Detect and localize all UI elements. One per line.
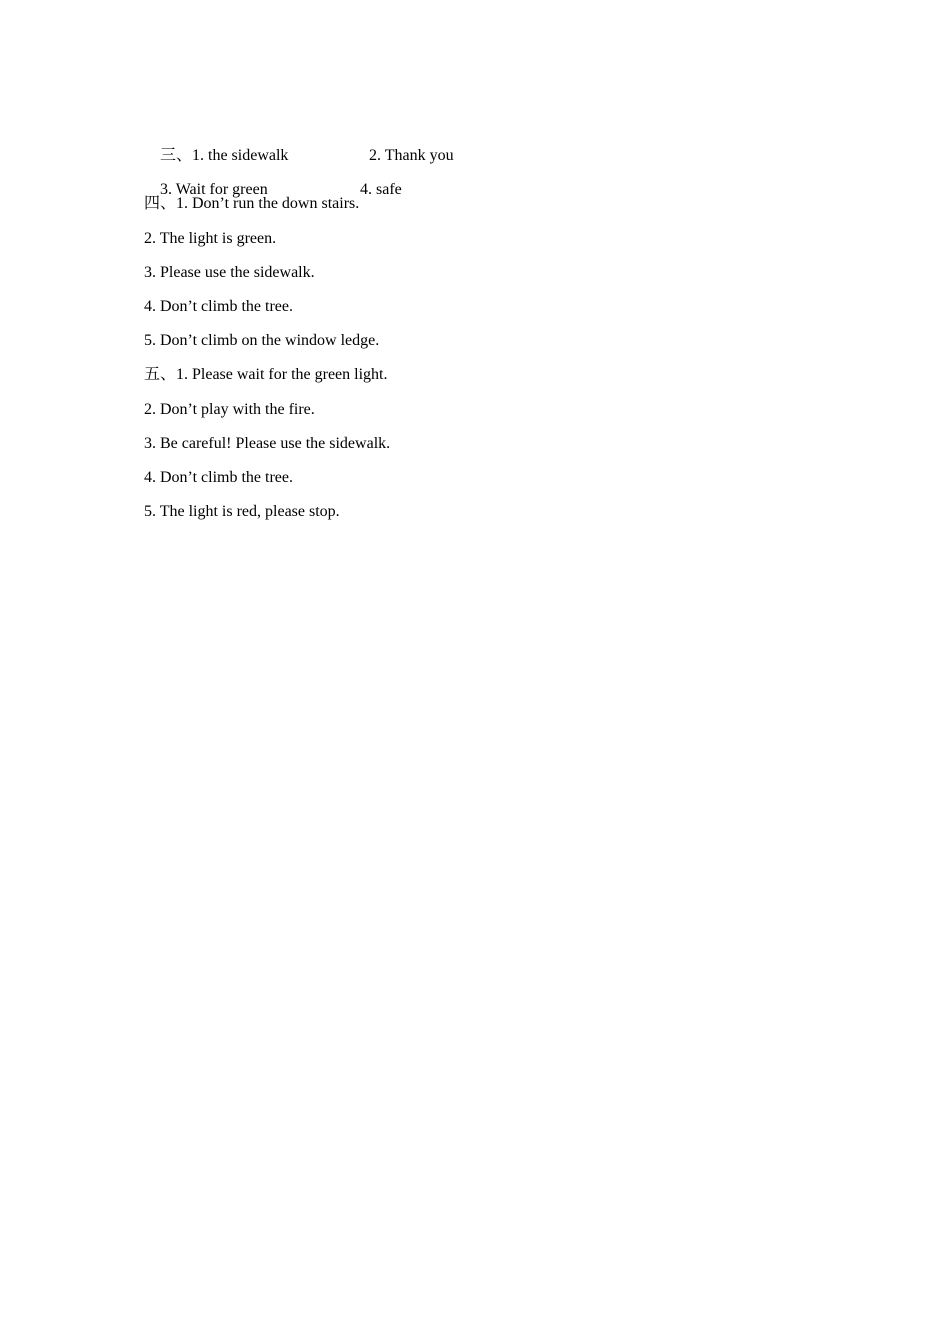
- answer-key-document: [144, 126, 804, 536]
- section-4-answer-4: 4. Don’t climb the tree.: [144, 297, 293, 315]
- section-4-answer-1: 四、1. Don’t run the down stairs.: [144, 195, 360, 213]
- section-5-answer-1: 五、1. Please wait for the green light.: [144, 366, 388, 384]
- section-3-answer-1: 三、1. the sidewalk: [160, 147, 289, 164]
- section-3-answer-2: 2. Thank you: [369, 147, 454, 164]
- section-4-answer-5: 5. Don’t climb on the window ledge.: [144, 332, 380, 350]
- section-3-answer-4: 4. safe: [360, 181, 402, 199]
- section-4-answer-2: 2. The light is green.: [144, 229, 277, 247]
- section-5-answer-3: 3. Be careful! Please use the sidewalk.: [144, 434, 391, 452]
- section-5-answer-2: 2. Don’t play with the fire.: [144, 400, 315, 418]
- section-3-answer-3: 3. Wait for green: [160, 181, 268, 199]
- section-4-answer-3: 3. Please use the sidewalk.: [144, 263, 315, 281]
- section-5-answer-4: 4. Don’t climb the tree.: [144, 468, 293, 486]
- section-5-answer-5: 5. The light is red, please stop.: [144, 503, 340, 521]
- section-3-row-1: [144, 126, 804, 164]
